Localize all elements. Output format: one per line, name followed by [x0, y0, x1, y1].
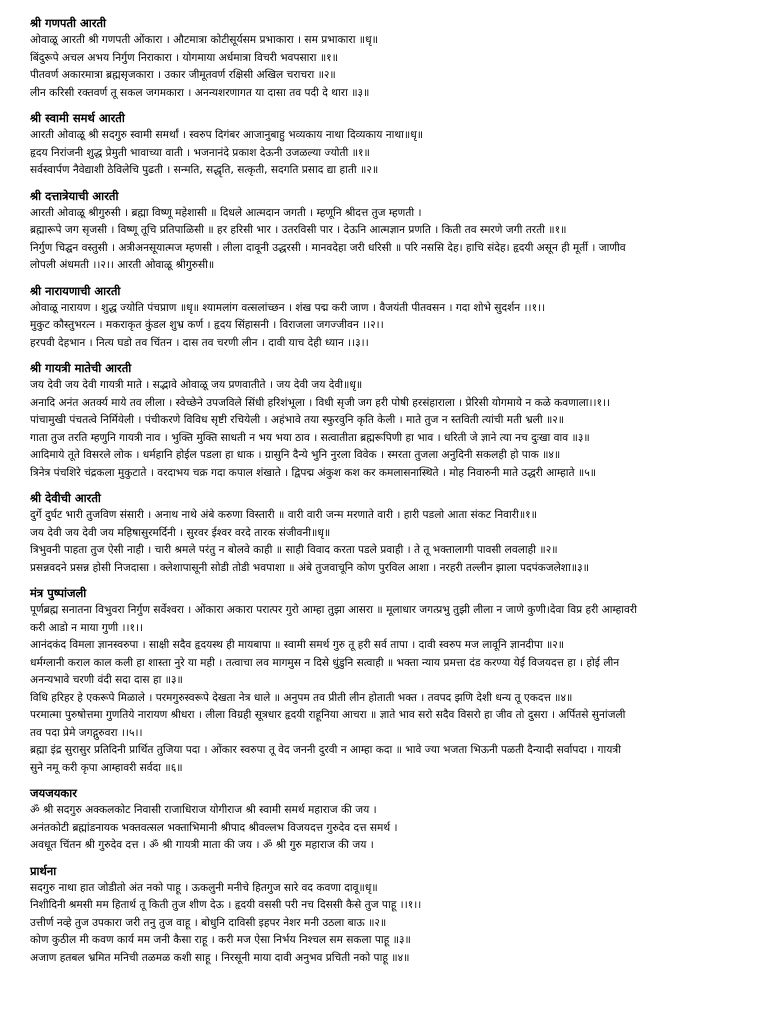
verse-line: मुकुट कौस्तुभरत्न । मकराकृत कुंडल शुभ्र कर्ण । हृदय सिंहासनी । विराजला जगज्जीवन ।।२।।	[30, 319, 384, 331]
section-title: श्री गायत्री मातेची आरती	[30, 361, 132, 375]
aarti-section	[30, 489, 758, 577]
verse-line: करी आडो न माया गुणी ।।१।।	[30, 621, 144, 634]
verse-line: आरती ओवाळू श्रीगुरुसी । ब्रह्मा विष्णू महेशासी ॥ दिधले आत्मदान जगती । म्हणूनि श्रीदत्त तुज म्हणती ।	[30, 206, 422, 219]
verse-line: ब्रह्मा इंद्र सुरासुर प्रतिदिनी प्रार्थित तुजिया पदा । ओंकार स्वरुपा तू वेद जननी दुरवी न आम्हा कदा ॥ भावे ज्या भजता भिऊनी पळती दैन्यादी सर्वापदा । गायत्री	[30, 744, 621, 756]
verse-line: अजाण हतबल भ्रमित मनिची तळमळ कशी साहू । निरसूनी माया दावी अनुभव प्रचिती नको पाहू ॥४॥	[30, 951, 410, 964]
verse-line: जय देवी जय देवी गायत्री माते । सद्भावे ओवाळू जय प्रणवातीते । जय देवी जय देवी॥धृ॥	[30, 379, 363, 391]
verse-line: जय देवी जय देवी जय महिषासुरमर्दिनी । सुरवर ईश्वर वरदे तारक संजीवनी॥धृ॥	[30, 526, 331, 539]
section-body	[30, 880, 758, 968]
aarti-section	[30, 862, 758, 968]
section-title: श्री गणपती आरती	[30, 16, 106, 30]
verse-line: आदिमाये तूते विसरले लोक । धर्महानि होईल पडला हा धाक । ग्रासुनि दैन्ये भुनि नुरला विवेक । स्मरता तुजला अनुदिनी सकलही हो पाक ॥४॥	[30, 449, 561, 461]
aarti-section	[30, 282, 758, 353]
verse-line: अनन्यभावे चरणी वंदी सदा दास हा ॥३॥	[30, 674, 183, 686]
verse-line: सदगुरु नाथा हात जोडीतो अंत नको पाहू । ऊकलुनी मनीचे हितगुज सारे वद कवणा दावू॥धृ॥	[30, 881, 378, 894]
verse-line: हृदय निरांजनी शुद्ध प्रेमुती भावाच्या वाती । भजनानंदे प्रकाश देऊनी उजळल्या ज्योती ॥१॥	[30, 146, 370, 159]
section-body	[30, 802, 758, 855]
verse-line: अनंतकोटी ब्रह्मांडनायक भक्तवत्सल भक्ताभिमानी श्रीपाद श्रीवल्लभ विजयदत्त गुरुदेव दत्त समर्थ ।	[30, 821, 398, 834]
verse-line: परमात्मा पुरुषोत्तमा गुणतिये नारायण श्रीधरा । लीला विग्रही सूत्रधार हृदयी राहूनिया आचरा ॥ ज्ञाते भाव सरो सदैव विसरो हा जीव तो दुसरा । अर्पितसे सुनांजली	[30, 709, 626, 721]
section-title: श्री नारायणाची आरती	[30, 283, 121, 298]
section-body	[30, 507, 758, 577]
verse-line: त्रिभुवनी पाहता तुज ऐसी नाही । चारी श्रमले परंतु न बोलवे काही ॥ साही विवाद करता पडले प्रवाही । ते तू भक्तालागी पावसी लवलाही ॥२॥	[30, 544, 558, 556]
verse-line: पांचामुखी पंचतत्वे निर्मियेली । पंचीकरणे विविध सृष्टी रचियेली । अहंभावे तया स्फुरवुनि कृति केली । माते तुज न स्तविती त्यांची मती भ्रली ॥२॥	[30, 414, 565, 426]
verse-line: कोण कुठील मी कवण कार्य मम जनी कैसा राहू । करी मज ऐसा निर्भय निश्चल सम सकला पाहू ॥३॥	[30, 934, 411, 946]
section-title: श्री देवीची आरती	[30, 491, 101, 505]
verse-line: ब्रह्मारूपे जग सृजसी । विष्णू तूचि प्रतिपाळिसी ॥ हर हरिसी भार । उतरविसी पार । देऊनि आत्मज्ञान प्रणति । किती तव स्मरणे जगी तरती ॥१॥	[30, 224, 567, 236]
aarti-section	[30, 784, 758, 855]
section-body	[30, 377, 758, 482]
verse-line: आनंदकंद विमला ज्ञानस्वरुपा । साक्षी सदैव हृदयस्थ ही मायबापा ॥ स्वामी समर्थ गुरु तू हरी सर्व तापा । दावी स्वरुप मज लावूनि ज्ञानदीपा ॥२॥	[30, 639, 565, 651]
verse-line: ॐ श्री सदगुरु अक्कलकोट निवासी राजाधिराज योगीराज श्री स्वामी समर्थ महाराज की जय ।	[30, 804, 377, 816]
verse-line: ओवाळू नारायण । शुद्ध ज्योति पंचप्राण ॥धृ॥ श्यामलांग वत्सलांच्छन । शंख पद्म करी जाण । वैजयंती पीतवसन । गदा शोभे सुदर्शन ।।१।।	[30, 301, 546, 314]
verse-line: विधि हरिहर हे एकरूपे मिळाले । परमगुरुस्वरूपे देखता नेत्र धाले ॥ अनुपम तव प्रीती लीन होताती भक्त । तवपद झणि देशी धन्य तू एकदत्त ॥४॥	[30, 691, 573, 704]
verse-line: तव पदा प्रेमे जगद्गुरुवरा ।।५।।	[30, 726, 143, 739]
verse-line: प्रसन्नवदने प्रसन्न होसी निजदासा । क्लेशापासूनी सोडी तोडी भवपाशा ॥ अंबे तुजवाचूनि कोण पुरविल आशा । नरहरी तल्लीन झाला पदपंकजलेशा॥३॥	[30, 561, 589, 574]
section-body	[30, 32, 758, 102]
section-body	[30, 205, 758, 275]
verse-line: त्रिनेत्र पंचशिरे चंद्रकला मुकुटाते । वरदाभय चक्र गदा कपाल शंखाते । द्विपद्म अंकुश कश कर कमलासनास्थिते । मोह निवारुनी माते उद्धरी आम्हाते ॥५॥	[30, 466, 597, 479]
aarti-section	[30, 109, 758, 180]
verse-line: लोपली अंधमती ।।२।। आरती ओवाळू श्रीगुरुसी॥	[30, 259, 215, 271]
section-body	[30, 127, 758, 180]
verse-line: हरपवी देहभान । नित्य घडो तव चिंतन । दास तव चरणी लीन । दावी याच देही ध्यान ।।३।।	[30, 336, 369, 349]
aarti-section	[30, 584, 758, 777]
section-title: श्री स्वामी समर्थ आरती	[30, 111, 125, 125]
verse-line: पीतवर्ण अकारमात्रा ब्रह्मसृजकारा । उकार जीमूतवर्ण रक्षिसी अखिल चराचरा ॥२॥	[30, 69, 336, 81]
verse-line: धर्मग्लानी कराल काल कली हा शास्ता नुरे या मही । तत्वाचा लव मागमुस न दिसे धुंडुनि सत्वाही ॥ भक्ता न्याय प्रमत्ता दंड करण्या येई विजयदत्त हा । होई लीन	[30, 656, 620, 669]
aarti-section	[30, 359, 758, 482]
verse-line: पूर्णब्रह्म सनातना विभुवरा निर्गुण सर्वेश्वरा । ओंकारा अकारा परात्पर गुरो आम्हा तुझा आसरा ॥ मूलाधार जगत्प्रभु तुझी लीला न जाणे कुणी।देवा विप्र हरी आम्हावरी	[30, 604, 637, 616]
verse-line: निर्गुण चिद्घन वस्तुसी । अत्रीअनसूयात्मज म्हणसी । लीला दावूनी उद्धरसी । मानवदेहा जरी धरिसी ॥ परि नससि देह। हाचि संदेह। हृदयी असून ही मूर्ती । जाणीव	[30, 241, 626, 254]
verse-line: अनादि अनंत अतर्क्य माये तव लीला । स्वेच्छेने उपजविले सिंधी हरिशंभूला । विधी सृजी जग हरी पोषी हरसंहाराला । प्रेरिसी योगमाये न कळे कवणाला।।१।।	[30, 396, 611, 409]
aarti-section	[30, 14, 758, 102]
aarti-section	[30, 187, 758, 275]
section-title: जयजयकार	[30, 786, 77, 800]
section-title: मंत्र पुष्पांजली	[30, 586, 87, 600]
verse-line: लीन करिसी रक्तवर्ण तू सकल जगमकारा । अनन्यशरणागत या दासा तव पदी दे थारा ॥३॥	[30, 86, 370, 99]
verse-line: अवधूत चिंतन श्री गुरुदेव दत्त । ॐ श्री गायत्री माता की जय । ॐ श्री गुरु महाराज की जय ।	[30, 839, 374, 851]
verse-line: ओवाळू आरती श्री गणपती ओंकारा । औटमात्रा कोटीसूर्यसम प्रभाकारा । सम प्रभाकारा ॥धृ॥	[30, 34, 379, 46]
verse-line: सर्वस्वार्पण नैवेद्याशी ठेविलेचि पुढती । सन्मति, सद्धृति, सत्कृती, सदगति प्रसाद द्या हाती ॥२॥	[30, 164, 379, 176]
verse-line: उत्तीर्ण नव्हे तुज उपकारा जरी तनु तुज वाहू । बोधुनि दाविसी इहपर नेशर मनी उठला बाऊ ॥२॥	[30, 916, 387, 929]
verse-line: दुर्गे दुर्घट भारी तुजविण संसारी । अनाथ नाथे अंबे करुणा विस्तारी ॥ वारी वारी जन्म मरणाते वारी । हारी पडलो आता संकट निवारी॥१॥	[30, 509, 538, 521]
section-body	[30, 300, 758, 353]
verse-line: सुने नमू करी कृपा आम्हावरी सर्वदा ॥६॥	[30, 761, 183, 774]
verse-line: गाता तुज तरति म्हणुनि गायत्री नाव । भुक्ति मुक्ति साधती न भय भया ठाव । सत्वातीता ब्रह्मरूपिणी हा भाव । धरिती जे ज्ञाने त्या नच दुःखा वाव ॥३॥	[30, 431, 590, 444]
section-title: प्रार्थना	[30, 863, 57, 878]
verse-line: आरती ओवाळू श्री सदगुरु स्वामी समर्थां । स्वरुप दिगंबर आजानुबाहु भव्यकाय नाथा दिव्यकाय नाथा॥धृ॥	[30, 129, 424, 141]
section-title: श्री दत्तात्रेयाची आरती	[30, 188, 119, 203]
verse-line: निशीदिनी श्रमसी मम हितार्थ तू किती तुज शीण देऊ । हृदयी वससी परी नच दिससी कैसे तुज पाहू ।।१।।	[30, 899, 422, 911]
verse-line: बिंदुरूपे अचल अभय निर्गुण निराकारा । योगमाया अर्धमात्रा विचरी भवपसारा ॥१॥	[30, 51, 339, 64]
section-body	[30, 602, 758, 777]
